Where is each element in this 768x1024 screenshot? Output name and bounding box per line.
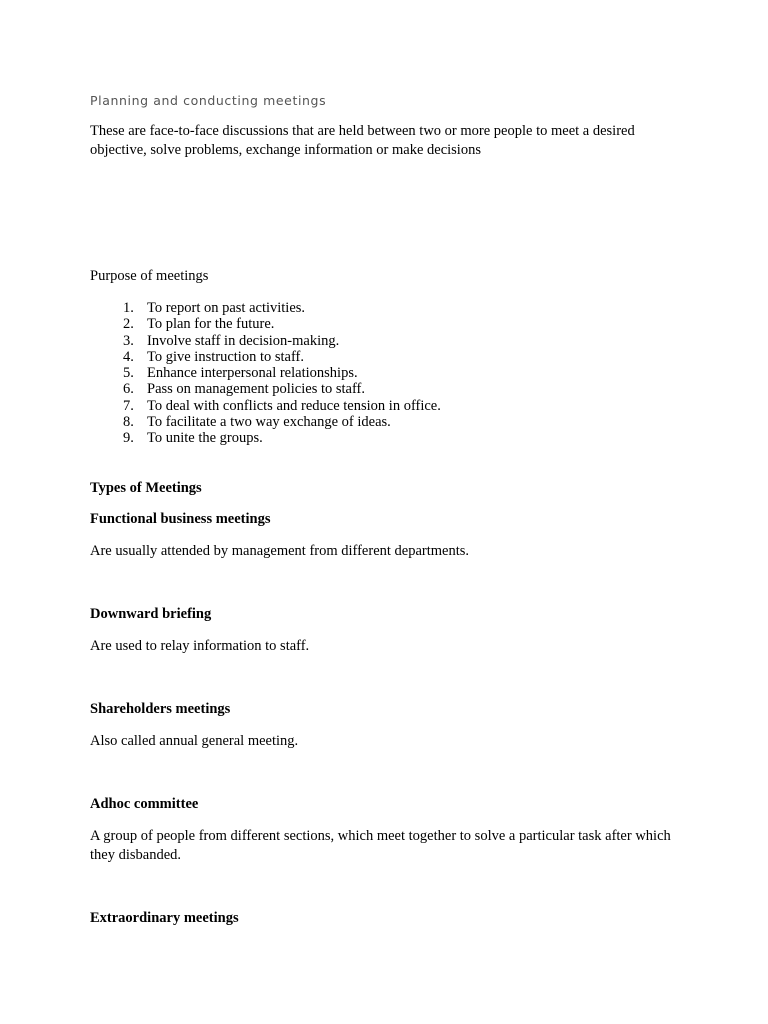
list-item [90,414,650,430]
list-item-number: 8. [123,414,134,431]
extraordinary-meetings-heading: Extraordinary meetings [90,910,239,926]
list-item-text: Enhance interpersonal relationships. [147,365,358,382]
types-of-meetings-heading: Types of Meetings [90,480,202,496]
functional-meetings-text: Are usually attended by management from different departments. [90,543,470,559]
list-item-text: To unite the groups. [147,430,263,447]
list-item-text: Pass on management policies to staff. [147,381,365,398]
list-item-number: 9. [123,430,134,447]
list-item-number: 2. [123,316,134,333]
list-item [90,381,650,397]
shareholders-meetings-text: Also called annual general meeting. [90,733,299,749]
list-item-text: To facilitate a two way exchange of ideas. [147,414,391,431]
downward-briefing-heading: Downward briefing [90,606,212,622]
list-item [90,333,650,349]
list-item [90,316,650,332]
list-item-text: Involve staff in decision-making. [147,332,340,349]
list-item-text: To report on past activities. [147,300,306,316]
document-heading: Planning and conducting meetings [90,93,327,108]
list-item-number: 3. [123,332,134,349]
list-item [90,365,650,381]
list-item-text: To plan for the future. [147,316,275,333]
adhoc-committee-text: A group of people from different sections, which meet together to solve a particular task after which they disbanded. [90,828,671,863]
purpose-title: Purpose of meetings [90,268,209,284]
list-item [90,349,650,365]
purpose-list [90,300,650,447]
list-item [90,430,650,446]
document-page [90,0,690,1024]
list-item-number: 6. [123,381,134,398]
list-item-number: 1. [123,300,134,316]
list-item-number: 7. [123,397,134,414]
list-item [90,300,650,316]
list-item-text: To deal with conflicts and reduce tension in office. [147,397,441,414]
functional-meetings-heading: Functional business meetings [90,511,271,527]
intro-paragraph: These are face-to-face discussions that are held between two or more people to meet a desired objective, solve problems, exchange information or make decisions [90,123,635,158]
downward-briefing-text: Are used to relay information to staff. [90,638,310,654]
adhoc-committee-heading: Adhoc committee [90,796,199,812]
shareholders-meetings-heading: Shareholders meetings [90,701,231,717]
list-item-number: 4. [123,348,134,365]
list-item [90,398,650,414]
list-item-text: To give instruction to staff. [147,348,304,365]
list-item-number: 5. [123,365,134,382]
